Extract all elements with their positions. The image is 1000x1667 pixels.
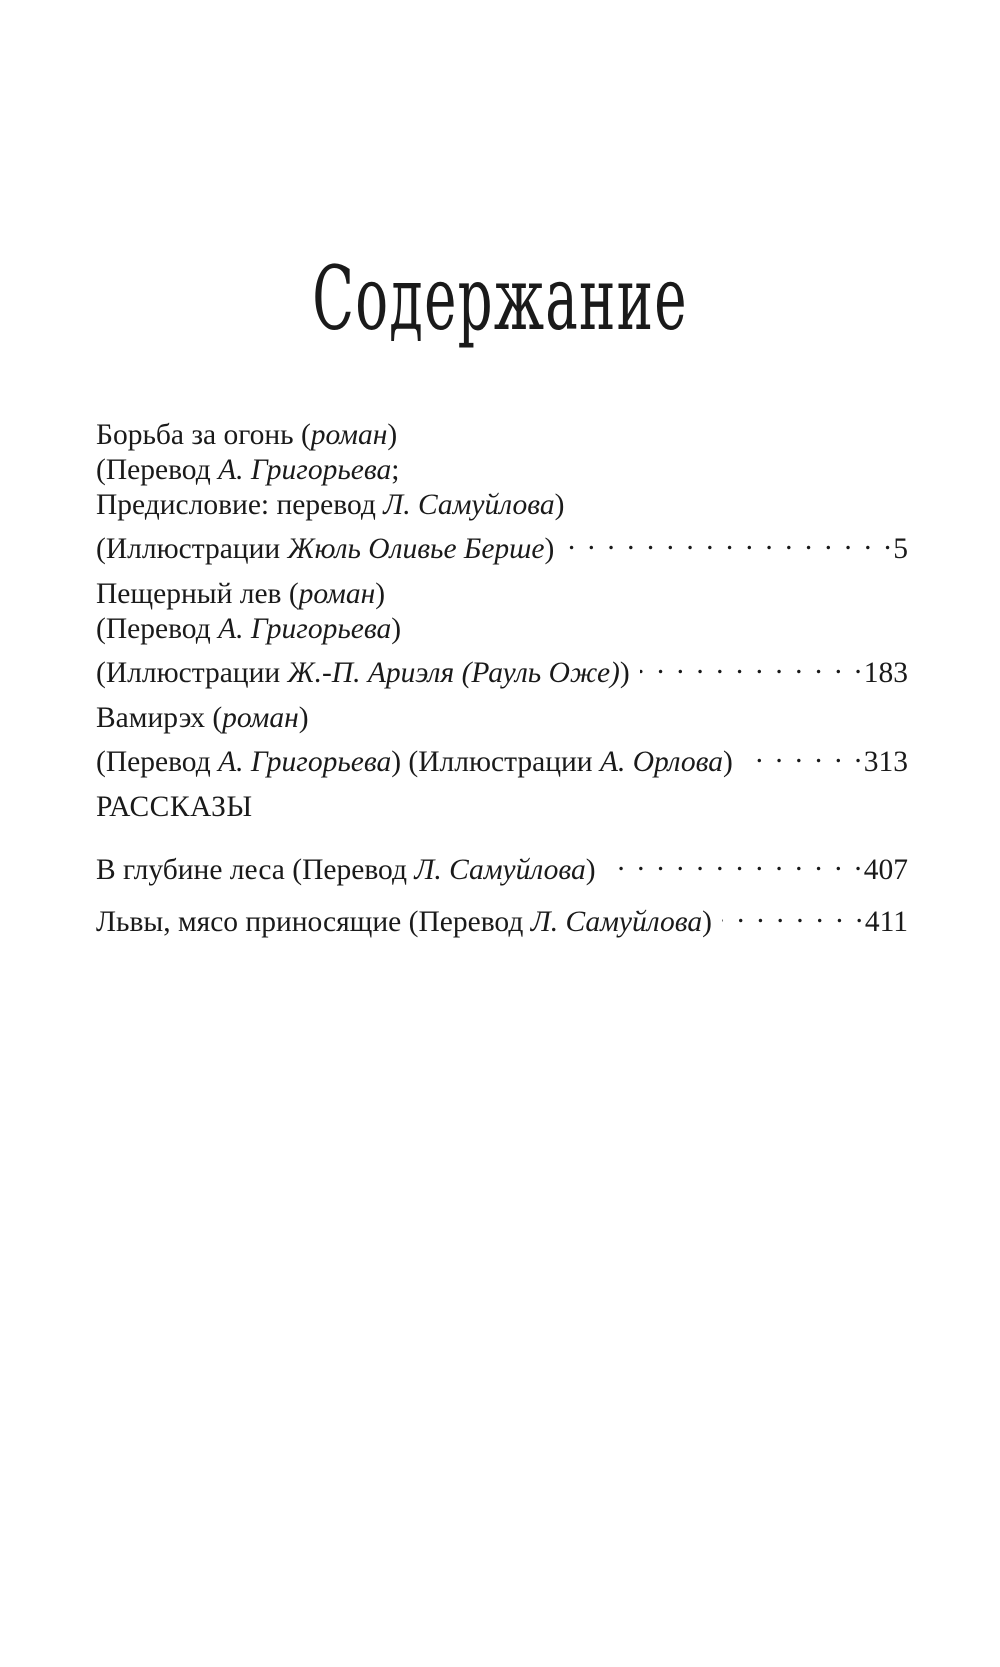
page-title: Содержание (312, 247, 688, 350)
illustrator-name: Жюль Оливье Берше (287, 533, 545, 565)
entry-title: Борьба за огонь ( (96, 419, 311, 451)
illustrations-label: (Иллюстрации (96, 657, 288, 689)
punctuation: ) (391, 613, 402, 645)
toc-line (96, 612, 908, 647)
page-number[interactable]: 411 (864, 906, 908, 938)
punctuation: ) (702, 906, 712, 938)
toc-line (96, 647, 908, 689)
section-heading-stories: РАССКАЗЫ (96, 791, 253, 823)
punctuation: ) (585, 854, 596, 886)
translator-name: А. Григорьева (218, 454, 392, 486)
translation-label: (Перевод (96, 746, 219, 778)
table-of-contents (96, 418, 908, 938)
page-number[interactable]: 5 (893, 533, 908, 565)
entry-title: Львы, мясо приносящие (Перевод (96, 906, 531, 938)
genre-label: роман (222, 702, 299, 734)
toc-line (96, 736, 908, 778)
toc-entry-vamirekh (96, 701, 908, 778)
punctuation: ; (391, 454, 400, 486)
punctuation: ) (375, 578, 386, 610)
toc-entry-v-glubine-lesa (96, 844, 908, 886)
toc-line (96, 577, 908, 612)
dot-leader (743, 736, 862, 771)
translation-label: (Перевод (96, 454, 219, 486)
genre-label: роман (310, 419, 388, 451)
genre-label: роман (298, 578, 376, 610)
page-number[interactable]: 313 (863, 746, 908, 778)
entry-title: Пещерный лев ( (96, 578, 299, 610)
punctuation: ) (544, 533, 555, 565)
illustrator-name: А. Орлова (599, 746, 723, 778)
illustrator-name: Ж.-П. Ариэля (Рауль Оже) (287, 657, 620, 689)
entry-title: Вамирэх ( (96, 702, 223, 734)
page-number[interactable]: 183 (863, 657, 908, 689)
toc-line (96, 488, 908, 523)
dot-leader (640, 647, 862, 682)
translator-name: А. Григорьева (218, 613, 392, 645)
toc-entry-borba-za-ogon (96, 418, 908, 565)
toc-line (96, 896, 908, 938)
page-number[interactable]: 407 (863, 854, 908, 886)
translator-name: Л. Самуйлова (414, 854, 586, 886)
toc-line (96, 701, 908, 736)
toc-line (96, 418, 908, 453)
toc-entry-lvy-myaso-prinosyashchie (96, 896, 908, 938)
punctuation: ) (619, 657, 630, 689)
toc-entry-peshchernyi-lev (96, 577, 908, 689)
toc-line (96, 453, 908, 488)
punctuation: ) (554, 489, 565, 521)
punctuation: ) (387, 419, 398, 451)
toc-line (96, 844, 908, 886)
entry-title: В глубине леса (Перевод (96, 854, 415, 886)
illustrations-label: (Иллюстрации (96, 533, 288, 565)
dot-leader (564, 523, 891, 558)
dot-leader (722, 896, 863, 931)
punctuation: ) (722, 746, 733, 778)
translator-name: Л. Самуйлова (530, 906, 703, 938)
toc-line (96, 523, 908, 565)
dot-leader (606, 844, 862, 879)
preface-label: Предисловие: перевод (96, 489, 384, 521)
translator-name: А. Григорьева (218, 746, 392, 778)
punctuation: ) (298, 702, 309, 734)
illustrations-label: ) (Иллюстрации (391, 746, 600, 778)
translator-name: Л. Самуйлова (383, 489, 555, 521)
translation-label: (Перевод (96, 613, 219, 645)
